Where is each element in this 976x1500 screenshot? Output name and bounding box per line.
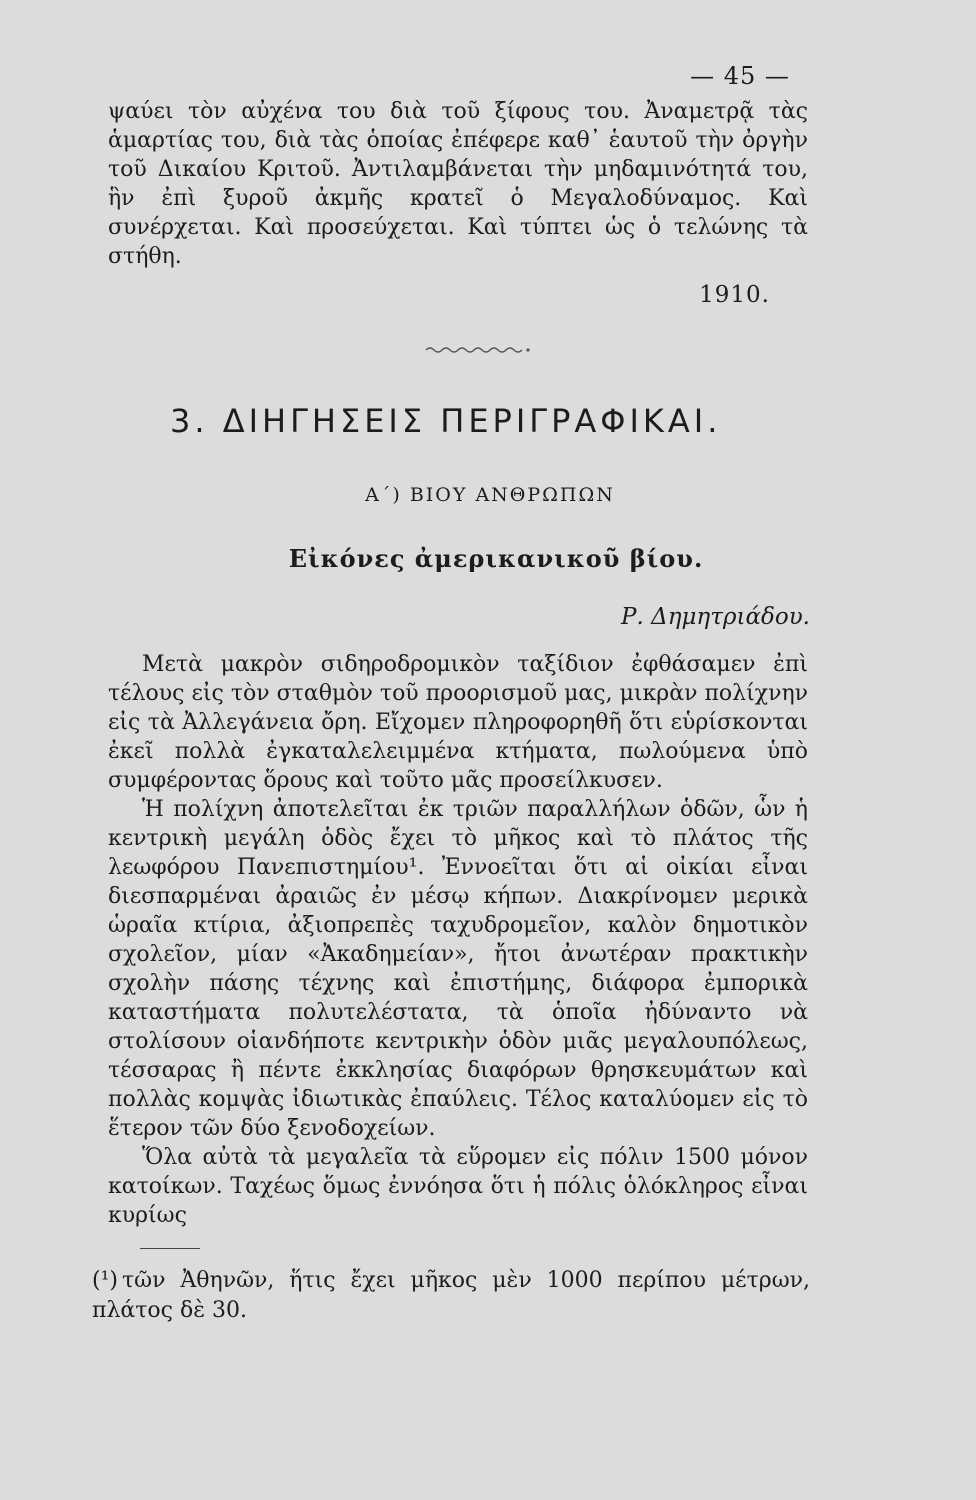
article-paragraph: Ὅλα αὐτὰ τὰ μεγαλεῖα τὰ εὕρομεν εἰς πόλιν 1500 μόνον κατοίκων. Ταχέως ὅμως ἐννόησα ὅτι ἡ πόλις ὁλόκληρος εἶναι κυρίως [108,1145,808,1228]
section-heading: 3. ΔΙΗΓΗΣΕΙΣ ΠΕΡΙΓΡΑΦΙΚΑΙ. [170,402,722,440]
page-number: — 45 — [690,62,790,90]
opening-paragraph-block [108,97,808,271]
opening-paragraph: ψαύει τὸν αὐχένα του διὰ τοῦ ξίφους του. Ἀναμετρᾷ τὰς ἁμαρτίας του, διὰ τὰς ὁποίας ἐπέφερε καθ᾽ ἑαυτοῦ τὴν ὀργὴν τοῦ Δικαίου Κριτοῦ. Ἀντιλαμβάνεται τὴν μηδαμινότητά του, ἣν ἐπὶ ξυροῦ ἀκμῆς κρατεῖ ὁ Μεγαλοδύναμος. Καὶ συνέρχεται. Καὶ προσεύχεται. Καὶ τύπτει ὡς ὁ τελώνης τὰ στήθη. [108,99,808,269]
section-subheading: Α΄) ΒΙΟΥ ΑΝΘΡΩΠΩΝ [365,484,615,506]
footnote-mark: (¹) [92,1268,118,1293]
footnote-rule [140,1248,200,1249]
footnote-text: τῶν Ἀθηνῶν, ἥτις ἔχει μῆκος μὲν 1000 περίπου μέτρων, πλάτος δὲ 30. [92,1268,810,1323]
article-paragraph: Ἡ πολίχνη ἀποτελεῖται ἐκ τριῶν παραλλήλων ὁδῶν, ὧν ἡ κεντρικὴ μεγάλη ὁδὸς ἔχει τὸ μῆκος καὶ τὸ πλάτος τῆς λεωφόρου Πανεπιστημίου¹. Ἐννοεῖται ὅτι αἱ οἰκίαι εἶναι διεσπαρμέναι ἀραιῶς ἐν μέσῳ κήπων. Διακρίνομεν μερικὰ ὡραῖα κτίρια, ἀξιοπρεπὲς ταχυδρομεῖον, καλὸν δημοτικὸν σχολεῖον, μίαν «Ἀκαδημείαν», ἤτοι ἀνωτέραν πρακτικὴν σχολὴν πάσης τέχνης καὶ ἐπιστήμης, διάφορα ἐμπορικὰ καταστήματα πολυτελέστατα, τὰ ὁποῖα ἠδύναντο νὰ στολίσουν οἱανδήποτε κεντρικὴν ὁδὸν μιᾶς μεγαλουπόλεως, τέσσαρας ἢ πέντε ἐκκλησίας διαφόρων θρησκευμάτων καὶ πολλὰς κομψὰς ἰδιωτικὰς ἐπαύλεις. Τέλος καταλύομεν εἰς τὸ ἕτερον τῶν δύο ξενοδοχείων. [108,797,808,1141]
ornament-divider [424,340,534,360]
article-body [108,650,808,1230]
date-line: 1910. [699,282,770,308]
article-paragraph: Μετὰ μακρὸν σιδηροδρομικὸν ταξίδιον ἐφθάσαμεν ἐπὶ τέλους εἰς τὸν σταθμὸν τοῦ προορισμοῦ μας, μικρὰν πολίχνην εἰς τὰ Ἀλλεγάνεια ὄρη. Εἴχομεν πληροφορηθῆ ὅτι εὑρίσκονται ἐκεῖ πολλὰ ἐγκαταλελειμμένα κτήματα, πωλούμενα ὑπὸ συμφέροντας ὅρους καὶ τοῦτο μᾶς προσείλκυσεν. [108,652,808,793]
article-author: Ρ. Δημητριάδου. [621,604,810,630]
footnote [92,1266,810,1326]
article-title: Εἰκόνες ἀμερικανικοῦ βίου. [288,544,704,573]
